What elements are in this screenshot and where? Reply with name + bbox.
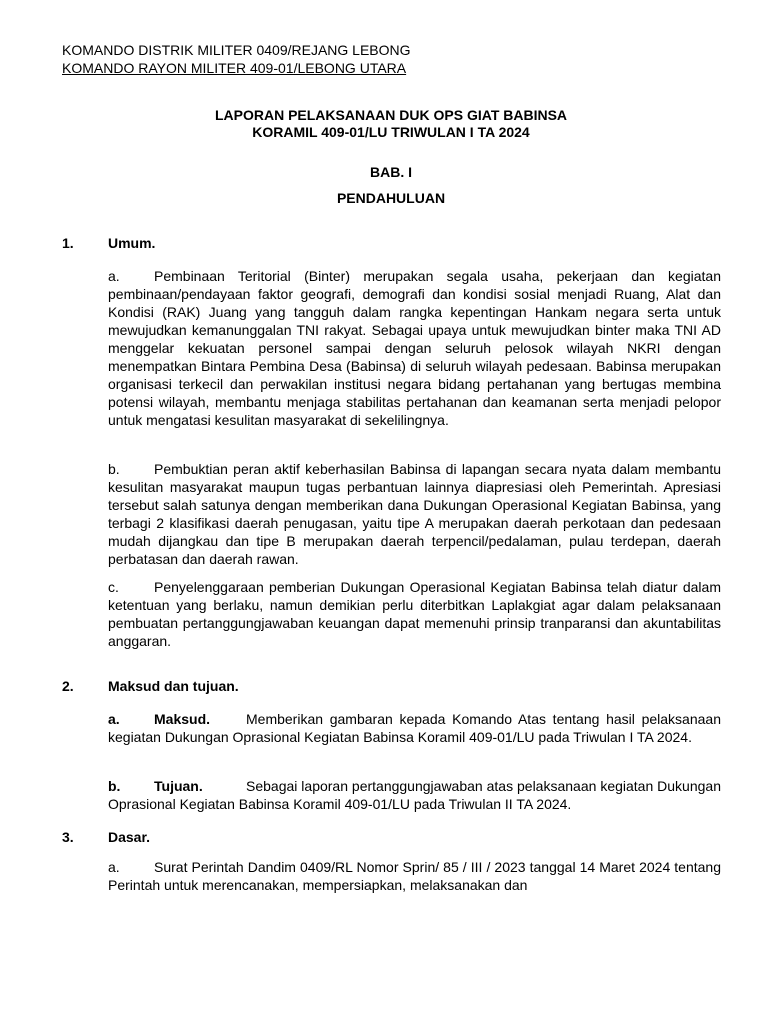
paragraph-text: Memberikan gambaran kepada Komando Atas tentang hasil pelaksanaan kegiatan Dukungan Oprasional Kegiatan Babinsa Koramil 409-01/LU pada Triwulan I TA 2024.	[108, 711, 721, 745]
paragraph-text: Pembuktian peran aktif keberhasilan Babinsa di lapangan secara nyata dalam membantu kesulitan masyarakat maupun tugas perbantuan lainnya diapresiasi oleh Pemerintah. Apresiasi tersebut salah satunya dengan memberikan dana Dukungan Operasional Kegiatan Babinsa, yang terbagi 2 klasifikasi daerah penugasan, yaitu tipe A merupakan daerah perkotaan dan pedesaan mudah dijangkau dan tipe B merupakan daerah terpencil/pedalaman, pulau terdepan, daerah perbatasan dan daerah rawan.	[108, 461, 721, 567]
letterhead	[62, 41, 411, 77]
paragraph-2b-tujuan	[108, 777, 721, 813]
paragraph-1c	[108, 578, 721, 650]
section-title: Maksud dan tujuan.	[108, 678, 239, 694]
paragraph-text: Sebagai laporan pertanggungjawaban atas pelaksanaan kegiatan Dukungan Oprasional Kegiatan Babinsa Koramil 409-01/LU pada Triwulan II TA 2024.	[108, 778, 721, 812]
section-heading-umum	[62, 234, 155, 252]
paragraph-term: Maksud.	[154, 711, 211, 727]
report-title-line-2: KORAMIL 409-01/LU TRIWULAN I TA 2024	[252, 124, 530, 140]
paragraph-3a	[108, 858, 721, 894]
paragraph-2a-maksud	[108, 710, 721, 746]
report-title	[62, 107, 720, 141]
section-heading-maksud-tujuan	[62, 677, 239, 695]
report-title-line-1: LAPORAN PELAKSANAAN DUK OPS GIAT BABINSA	[214, 107, 568, 123]
paragraph-term: Tujuan.	[154, 778, 203, 794]
paragraph-1a	[108, 267, 721, 429]
paragraph-text: Penyelenggaraan pemberian Dukungan Operasional Kegiatan Babinsa telah diatur dalam ketentuan yang berlaku, namun demikian perlu diterbitkan Laplakgiat agar dalam pelaksanaan pembuatan pertanggungjawaban keuangan dapat memenuhi prinsip tranparansi dan akuntabilitas anggaran.	[108, 579, 721, 649]
paragraph-label: b.	[108, 461, 120, 477]
paragraph-label: a.	[108, 711, 120, 727]
section-number: 1.	[62, 235, 74, 251]
paragraph-label: c.	[108, 579, 119, 595]
section-number: 3.	[62, 829, 74, 845]
paragraph-text: Pembinaan Teritorial (Binter) merupakan segala usaha, pekerjaan dan kegiatan pembinaan/pendayaan faktor geografi, demografi dan kondisi sosial menjadi Ruang, Alat dan Kondisi (RAK) Juang yang tangguh dalam rangka kepentingan Hankam negara serta untuk mewujudkan kemanunggalan TNI rakyat. Sebagai upaya untuk mewujudkan binter maka TNI AD menggelar kekuatan personel sampai dengan seluruh pelosok wilayah NKRI dengan menempatkan Bintara Pembina Desa (Babinsa) di seluruh wilayah pedesaan. Babinsa merupakan organisasi terkecil dan perwakilan institusi negara bidang pertahanan yang bertugas membina potensi wilayah, membantu menjaga stabilitas pertahanan dan keamanan serta menjadi pelopor untuk mengatasi kesulitan masyarakat di sekelilingnya.	[108, 268, 721, 428]
chapter-number: BAB. I	[370, 164, 412, 180]
paragraph-1b	[108, 460, 721, 568]
paragraph-text: Surat Perintah Dandim 0409/RL Nomor Sprin/ 85 / III / 2023 tanggal 14 Maret 2024 tentang Perintah untuk merencanakan, mempersiapkan, melaksanakan dan	[108, 859, 721, 893]
paragraph-label: a.	[108, 859, 120, 875]
paragraph-label: b.	[108, 778, 121, 794]
section-title: Dasar.	[108, 829, 151, 845]
paragraph-label: a.	[108, 268, 120, 284]
section-number: 2.	[62, 678, 74, 694]
letterhead-line-kodim: KOMANDO DISTRIK MILITER 0409/REJANG LEBONG	[62, 42, 411, 58]
letterhead-line-koramil: KOMANDO RAYON MILITER 409-01/LEBONG UTARA	[62, 60, 407, 76]
section-heading-dasar	[62, 828, 150, 846]
section-title: Umum.	[108, 235, 156, 251]
chapter-title: PENDAHULUAN	[336, 190, 446, 206]
